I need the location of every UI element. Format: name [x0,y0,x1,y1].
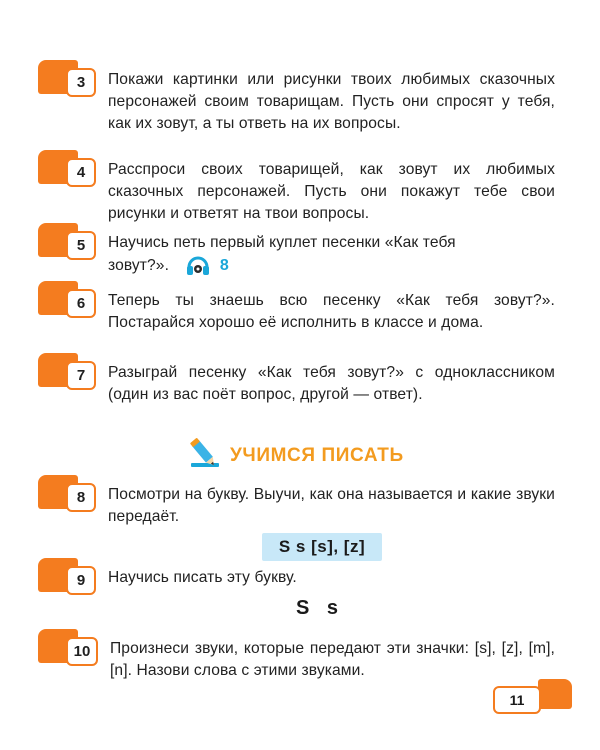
section-header [188,432,448,472]
page-number-tab [538,679,572,709]
headphones-icon [185,254,211,283]
page-number: 11 [493,686,541,714]
exercise-number: 3 [66,68,96,97]
exercise-text: Произнеси звуки, которые передают эти значки: [s], [z], [m], [n]. Назови слова с этими звуками. [110,640,555,679]
exercise-number: 4 [66,158,96,187]
pencil-icon [188,432,222,473]
exercise-text: Научись писать эту букву. [108,569,297,586]
letter-box: S s [s], [z] [262,533,382,561]
exercise-number: 6 [66,289,96,318]
exercise-number: 7 [66,361,96,390]
script-letters: S s [295,597,345,619]
exercise-text: Разыграй песенку «Как тебя зовут?» с одноклассником (один из вас поёт вопрос, другой — ответ). [108,364,555,403]
exercise-text-line1: Научись петь первый куплет песенки «Как тебя [108,234,456,251]
exercise-number: 9 [66,566,96,595]
exercise-text-line2: зовут?». [108,257,170,274]
exercise-text: Расспроси своих товарищей, как зовут их любимых сказочных персонажей. Пусть они покажут тебе свои рисунки и ответят на твои вопросы. [108,161,555,222]
exercise-text [108,232,555,283]
exercise-text: Покажи картинки или рисунки твоих любимых сказочных персонажей своим товарищам. Пусть они спросят у тебя, как их зовут, а ты ответь на их вопросы. [108,71,555,132]
exercise-text: Посмотри на букву. Выучи, как она называется и какие звуки передаёт. [108,486,555,525]
exercise-number: 10 [66,637,98,666]
exercise-number: 5 [66,231,96,260]
exercise-number: 8 [66,483,96,512]
audio-track-number: 8 [219,257,229,274]
section-title: УЧИМСЯ ПИСАТЬ [230,445,404,466]
exercise-text: Теперь ты знаешь всю песенку «Как тебя зовут?». Постарайся хорошо её исполнить в классе и дома. [108,292,555,331]
